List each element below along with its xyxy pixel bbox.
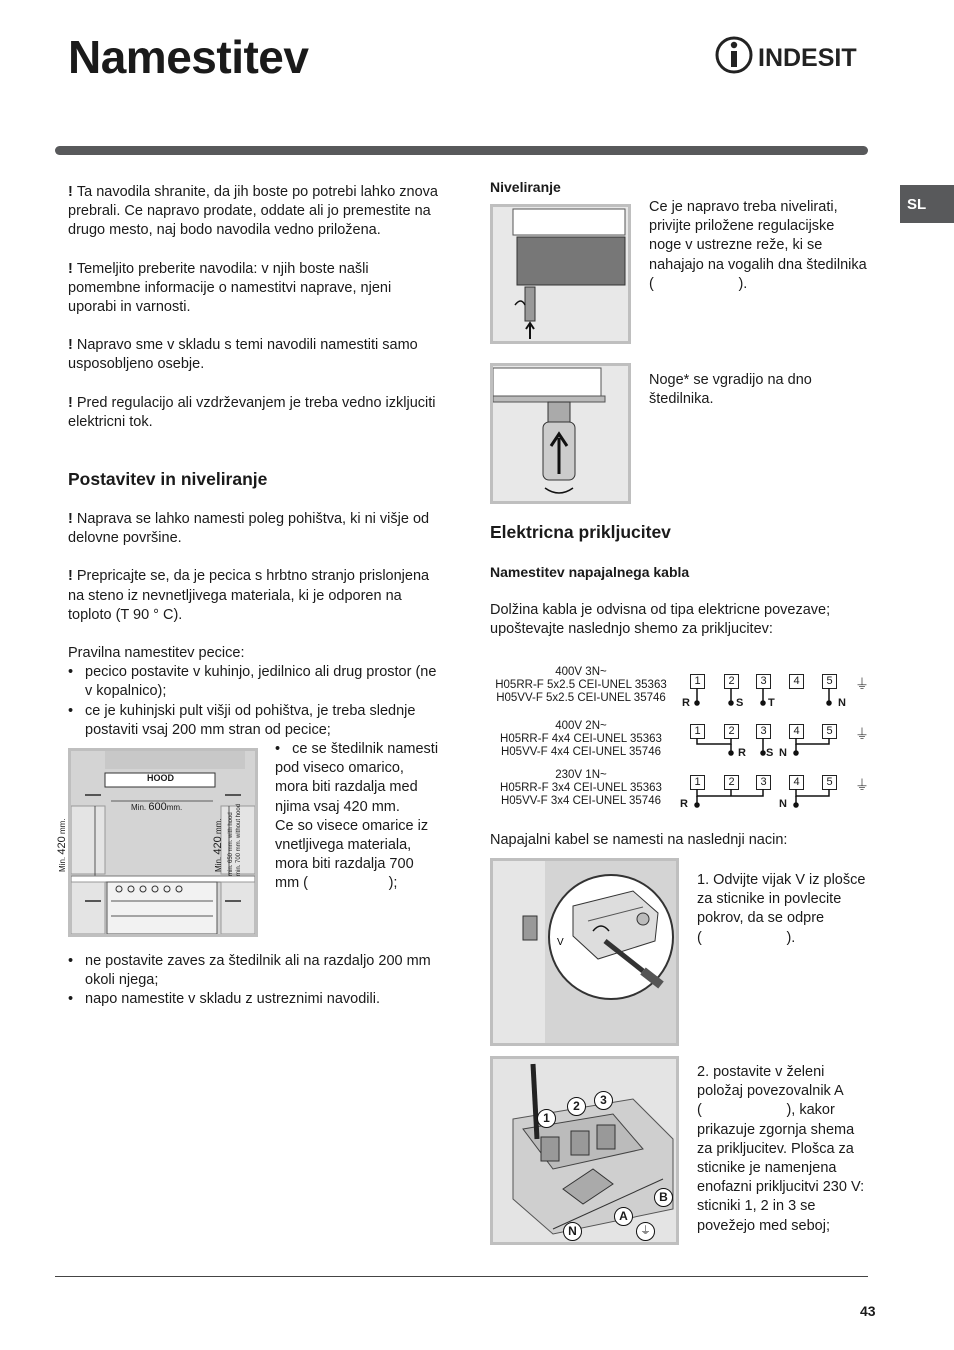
list-item: • napo namestite v skladu z ustreznimi navodili. [68, 990, 440, 1009]
terminal: 1 [690, 775, 705, 790]
list-item: • ce je kuhinjski pult višji od pohištva, je treba slednje postaviti vsaj 200 mm stran od pecice; [68, 702, 440, 740]
wiring-connections [680, 672, 870, 817]
hood-text [275, 740, 440, 894]
note-650: min. 650 mm. with hood [228, 812, 234, 876]
terminal-block-3: 1 2 3 4 5 ⏚ R N [680, 776, 869, 810]
note-700: min. 700 mm. without hood [236, 803, 242, 876]
terminal: 5 [822, 724, 837, 739]
postavitev-paragraph: ! Prepricajte se, da je pecica s hrbtno stranjo prislonjena na steno iz nevnetljivega materiala, ki je odporen na toploto (T 90 ° C). [68, 568, 430, 623]
terminal: 1 [690, 674, 705, 689]
width-dimension: Min. 600mm. [131, 801, 183, 813]
leveling-figure-2 [490, 363, 631, 504]
right-height-dimension: Min. 420 mm. [212, 818, 224, 872]
hood-label: HOOD [147, 773, 174, 783]
terminal: 5 [822, 775, 837, 790]
terminal: 3 [756, 724, 771, 739]
terminal: 5 [822, 674, 837, 689]
step2-text: 2. postavite v želeni položaj povezovalnik A ( ), kakor prikazuje zgornja shema za prikljucitev. Plošca za sticnike je namenjena enofazni prikljucitvi 230 V: sticniki 1, 2 in 3 se povežejo med seboj; [697, 1064, 865, 1234]
ground-icon: ⏚ [855, 726, 869, 742]
terminal: 3 [756, 674, 771, 689]
callout-b: B [654, 1188, 673, 1207]
postavitev-block [68, 510, 440, 740]
list-item: • pecico postavite v kuhinjo, jedilnico ali drug prostor (ne v kopalnico); [68, 663, 440, 701]
terminal: 3 [756, 775, 771, 790]
callout-a: A [614, 1207, 633, 1226]
install-intro: Pravilna namestitev pecice: [68, 645, 245, 662]
wiring-spec-2: 400V 2N~ H05RR-F 4x4 CEI-UNEL 35363 H05VV-F 4x4 CEI-UNEL 35746 [500, 720, 662, 758]
hood-continuation: Ce so visece omarice iz vnetljivega materiala, mora biti razdalja 700 mm ( ); [275, 817, 429, 892]
header-divider [55, 146, 868, 155]
postavitev-list-2 [68, 952, 440, 1010]
callout-1: 1 [537, 1109, 556, 1128]
terminal-board-figure [490, 1056, 679, 1245]
wiring-spec-3: 230V 1N~ H05RR-F 3x4 CEI-UNEL 35363 H05VV-F 3x4 CEI-UNEL 35746 [500, 769, 662, 807]
intro-paragraph: ! Temeljito preberite navodila: v njih boste našli pomembne informacije o namestitvi naprave, njeni uporabi in varnosti. [68, 260, 392, 316]
terminal-block-1: 1 2 3 4 5 ⏚ R S T N [682, 675, 869, 709]
footer-divider [55, 1276, 868, 1277]
intro-paragraph: ! Napravo sme v skladu s temi navodili namestiti samo usposobljeno osebje. [68, 337, 418, 373]
section-title-elektricna: Elektricna prikljucitev [490, 522, 671, 542]
ground-callout-icon: ⏚ [636, 1222, 655, 1241]
terminal: 2 [724, 775, 739, 790]
terminal: 1 [690, 724, 705, 739]
terminal: 4 [789, 724, 804, 739]
terminal: 4 [789, 674, 804, 689]
list-item: • ne postavite zaves za štedilnik ali na razdaljo 200 mm okoli njega; [68, 952, 440, 990]
page-title: Namestitev [68, 31, 309, 83]
niveliranje-text: Ce je napravo treba nivelirati, privijte priložene regulacijske noge v ustrezne reže, ki se nahajajo na vogalih dna štedilnika ( ). [649, 199, 867, 292]
callout-3: 3 [594, 1091, 613, 1110]
terminal-block-2: 1 2 3 4 5 ⏚ R S N [680, 722, 870, 762]
indesit-logo [714, 34, 874, 76]
language-tab: SL [900, 185, 954, 223]
terminal: 2 [724, 674, 739, 689]
cable-method-text: Napajalni kabel se namesti na naslednji nacin: [490, 832, 788, 848]
step1-text: 1. Odvijte vijak V iz plošce za sticnike in povlecite pokrov, da se odpre ( ). [697, 872, 866, 946]
section-title-postavitev: Postavitev in niveliranje [68, 469, 268, 489]
intro-paragraph: ! Ta navodila shranite, da jih boste po potrebi lahko znova prebrali. Ce napravo prodate, oddate ali jo premestite na drugo mesto, naj bodo navodila vedno priložena. [68, 184, 438, 239]
wiring-spec-1: 400V 3N~ H05RR-F 5x2.5 CEI-UNEL 35363 H05VV-F 5x2.5 CEI-UNEL 35746 [495, 666, 667, 704]
niveliranje-title: Niveliranje [490, 179, 561, 195]
page-number: 43 [860, 1303, 876, 1319]
ground-icon: ⏚ [855, 777, 869, 793]
cable-text: Dolžina kabla je odvisna od tipa elektricne povezave; upoštevajte naslednjo shemo za prikljucitev: [490, 602, 831, 638]
niveliranje-text-2: Noge* se vgradijo na dno štedilnika. [649, 372, 812, 408]
install-list [68, 663, 440, 740]
brand-text: INDESIT [758, 44, 857, 72]
hood-bullet: • ce se štedilnik namesti pod viseco omarico, mora biti razdalja med njima vsaj 420 mm. [275, 741, 439, 815]
intro-paragraph: ! Pred regulacijo ali vzdrževanjem je treba vedno izkljuciti elektricni tok. [68, 394, 436, 430]
left-height-dimension: Min. 420 mm. [56, 818, 68, 872]
postavitev-paragraph: ! Naprava se lahko namesti poleg pohištva, ki ni višje od delovne površine. [68, 511, 430, 547]
leveling-figure-1 [490, 204, 631, 344]
callout-2: 2 [567, 1097, 586, 1116]
callout-n: N [563, 1222, 582, 1241]
svg-text:V: V [557, 937, 564, 948]
ground-icon: ⏚ [855, 676, 869, 692]
intro-block [68, 183, 440, 432]
cable-title: Namestitev napajalnega kabla [490, 564, 690, 580]
terminal-cover-figure [490, 858, 679, 1046]
terminal: 2 [724, 724, 739, 739]
terminal: 4 [789, 775, 804, 790]
